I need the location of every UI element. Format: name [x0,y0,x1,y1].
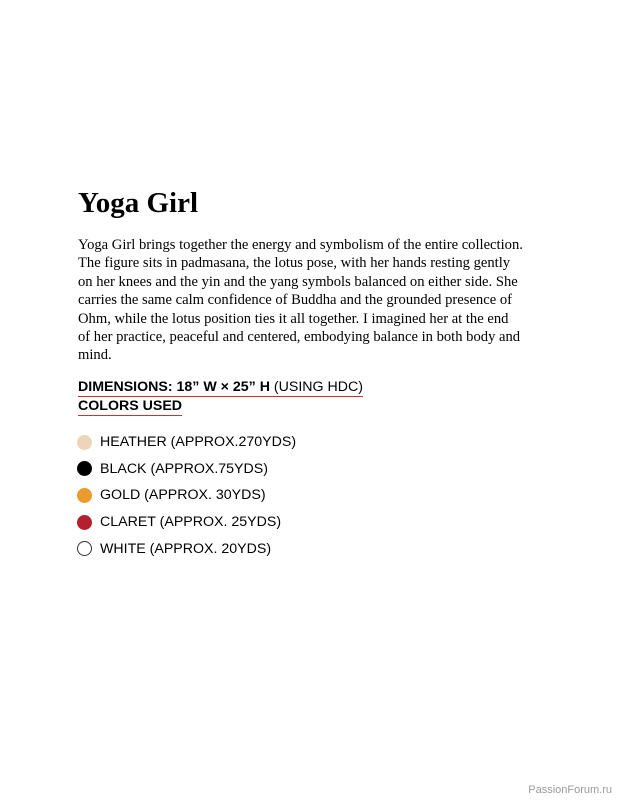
description-line: on her knees and the yin and the yang symbols balanced on either side. She [78,273,518,290]
color-item-black [77,456,296,483]
watermark: PassionForum.ru [528,784,612,796]
specs-block [78,378,363,416]
heather-swatch-icon [77,435,92,450]
color-item-gold [77,482,296,509]
color-label: HEATHER (APPROX.270YDS) [100,434,297,451]
dimensions-line [78,378,363,397]
color-item-white [77,535,296,562]
color-item-claret [77,509,296,536]
color-item-heather [77,429,296,456]
color-label: BLACK (APPROX.75YDS) [100,460,268,477]
description-line: The figure sits in padmasana, the lotus pose, with her hands resting gently [78,255,511,272]
description-line: mind. [78,347,112,364]
description-line: Yoga Girl brings together the energy and symbolism of the entire collection. [78,237,523,253]
color-label: GOLD (APPROX. 30YDS) [100,487,266,504]
dimensions-note: (USING HDC) [269,379,363,395]
color-label: CLARET (APPROX. 25YDS) [100,514,282,531]
black-swatch-icon [77,461,92,476]
gold-swatch-icon [77,488,92,503]
white-swatch-icon [77,541,92,556]
claret-swatch-icon [77,515,92,530]
page-title: Yoga Girl [78,187,199,219]
description-line: carries the same calm confidence of Buddha and the grounded presence of [78,292,512,309]
description-line: Ohm, while the lotus position ties it all together. I imagined her at the end [78,310,509,327]
dimensions-label: DIMENSIONS: 18” W × 25” H [78,379,270,395]
description [78,236,548,365]
colors-heading: COLORS USED [78,398,183,414]
description-line: of her practice, peaceful and centered, embodying balance in both body and [78,329,521,346]
color-label: WHITE (APPROX. 20YDS) [100,540,272,557]
color-list [77,429,296,562]
